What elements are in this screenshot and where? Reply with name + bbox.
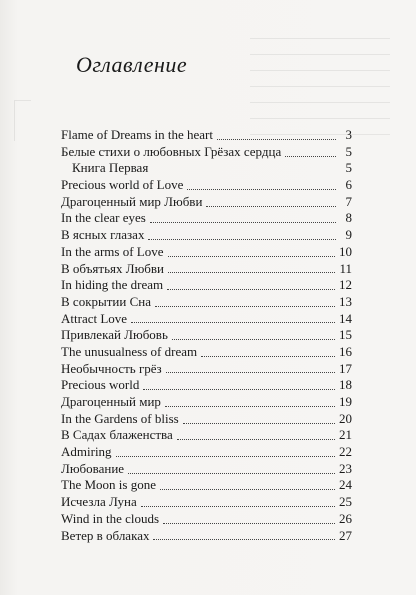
toc-page-number: 11	[339, 260, 352, 276]
toc-entry-title: Attract Love	[61, 310, 128, 326]
toc-entry	[61, 427, 352, 444]
toc-entry	[61, 144, 352, 161]
dot-leader	[153, 539, 335, 540]
toc-entry	[61, 277, 352, 294]
table-of-contents	[61, 127, 352, 544]
dot-leader	[128, 473, 335, 474]
dot-leader	[141, 506, 335, 507]
toc-page-number: 24	[339, 477, 352, 493]
toc-page-number: 8	[345, 210, 352, 226]
toc-entry-title: Привлекай Любовь	[61, 327, 168, 343]
toc-entry	[61, 244, 352, 261]
toc-entry	[61, 394, 352, 411]
toc-entry	[61, 177, 352, 194]
toc-page-number: 13	[339, 293, 352, 309]
toc-entry	[61, 210, 352, 227]
dot-leader	[201, 356, 335, 357]
toc-entry-title: Драгоценный мир	[61, 394, 161, 409]
toc-page-number: 21	[339, 427, 352, 443]
toc-page-number: 18	[339, 377, 352, 393]
toc-entry-title: Flame of Dreams in the heart	[61, 127, 213, 142]
toc-entry-title: Драгоценный мир Любви	[61, 193, 203, 209]
toc-entry	[61, 344, 352, 361]
toc-entry	[61, 194, 352, 211]
toc-entry-title: Admiring	[61, 444, 112, 460]
toc-entry	[61, 461, 352, 478]
dot-leader	[206, 206, 336, 207]
toc-page-number: 7	[345, 193, 352, 209]
dot-leader	[168, 272, 335, 273]
toc-entry	[61, 261, 352, 278]
dot-leader	[163, 523, 335, 524]
toc-entry-title: The Moon is gone	[61, 477, 156, 493]
toc-entry-title: In the Gardens of bliss	[61, 410, 179, 426]
toc-page-number: 22	[339, 444, 352, 460]
toc-page-number: 6	[345, 177, 352, 193]
toc-entry-title: In the clear eyes	[61, 210, 146, 226]
toc-entry	[61, 127, 352, 144]
toc-entry	[61, 377, 352, 394]
toc-entry-title: Precious world of Love	[61, 177, 184, 193]
dot-leader	[150, 222, 336, 223]
toc-page-number: 15	[339, 327, 352, 343]
toc-page-number: 27	[339, 527, 352, 543]
toc-entry	[61, 311, 352, 328]
dot-leader	[177, 439, 335, 440]
toc-page-number: 16	[339, 343, 352, 359]
toc-page-number: 14	[339, 310, 352, 326]
toc-entry-title: Необычность грёз	[61, 360, 162, 376]
toc-entry-title: В Садах блаженства	[61, 427, 173, 443]
toc-page-number: 10	[339, 243, 352, 259]
toc-entry-title: В объятьях Любви	[61, 260, 164, 276]
dot-leader	[168, 256, 335, 257]
toc-entry-title: In hiding the dream	[61, 277, 164, 293]
toc-entry	[61, 528, 352, 545]
toc-page-number: 5	[345, 160, 352, 176]
toc-entry	[61, 494, 352, 511]
toc-page-number: 3	[345, 127, 352, 142]
toc-page-number: 9	[345, 227, 352, 243]
dot-leader	[165, 406, 335, 407]
toc-entry-title: Исчезла Луна	[61, 494, 137, 510]
dot-leader	[155, 306, 335, 307]
toc-entry	[61, 477, 352, 494]
toc-page-number: 20	[339, 410, 352, 426]
dot-leader	[285, 156, 336, 157]
toc-entry-title: In the arms of Love	[61, 243, 164, 259]
toc-entry	[61, 511, 352, 528]
toc-entry	[61, 411, 352, 428]
toc-entry	[61, 361, 352, 378]
toc-page-number: 26	[339, 510, 352, 526]
toc-entry-title: Книга Первая	[72, 160, 149, 176]
toc-page-number: 17	[339, 360, 352, 376]
toc-page-number: 25	[339, 494, 352, 510]
toc-entry	[61, 227, 352, 244]
toc-entry-title: The unusualness of dream	[61, 343, 198, 359]
dot-leader	[167, 289, 335, 290]
dot-leader	[143, 389, 335, 390]
toc-entry-title: В сокрытии Сна	[61, 293, 151, 309]
dot-leader	[152, 172, 336, 173]
dot-leader	[166, 372, 335, 373]
toc-page-number: 19	[339, 394, 352, 409]
toc-entry-title: Ветер в облаках	[61, 527, 150, 543]
dot-leader	[116, 456, 335, 457]
toc-entry-title: Wind in the clouds	[61, 510, 160, 526]
toc-page-number: 12	[339, 277, 352, 293]
dot-leader	[148, 239, 336, 240]
toc-page-number: 23	[339, 460, 352, 476]
toc-entry	[61, 294, 352, 311]
dot-leader	[172, 339, 335, 340]
dot-leader	[131, 322, 335, 323]
dot-leader	[187, 189, 336, 190]
toc-entry	[61, 444, 352, 461]
toc-entry	[61, 327, 352, 344]
toc-entry	[61, 160, 352, 177]
toc-entry-title: В ясных глазах	[61, 227, 145, 243]
page-title: Оглавление	[76, 52, 188, 77]
toc-entry-title: Белые стихи о любовных Грёзах сердца	[61, 143, 282, 159]
dot-leader	[217, 139, 336, 140]
toc-page-number: 5	[345, 143, 352, 159]
dot-leader	[183, 423, 335, 424]
dot-leader	[160, 489, 335, 490]
show-through-mark	[14, 100, 31, 141]
toc-entry-title: Precious world	[61, 377, 140, 393]
toc-entry-title: Любование	[61, 460, 125, 476]
